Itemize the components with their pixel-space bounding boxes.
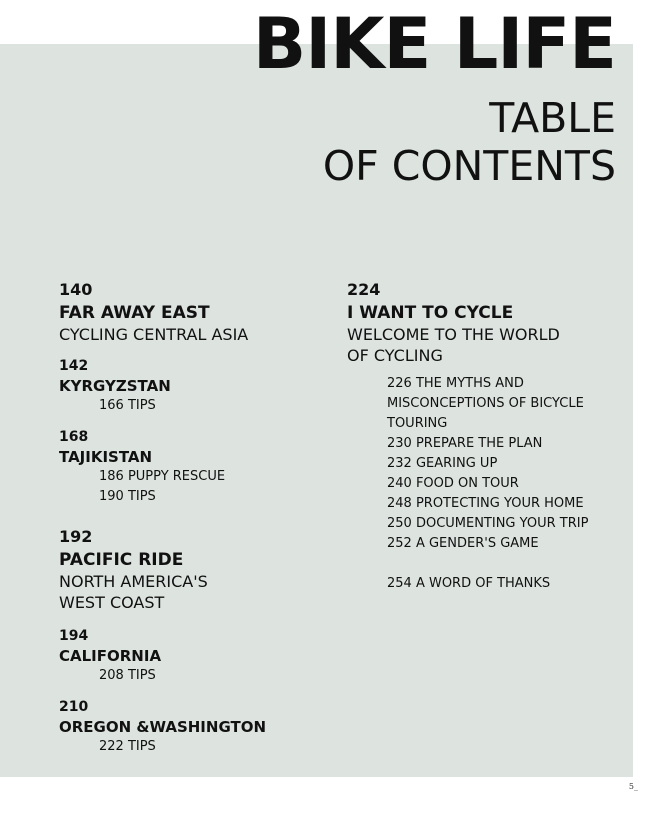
page-heading-line2: OF CONTENTS: [322, 142, 616, 190]
toc-item: 252 A GENDER'S GAME: [387, 536, 539, 551]
section-heading: OREGON &WASHINGTON: [59, 718, 267, 736]
toc-section-i-want-to-cycle: [347, 280, 617, 366]
section-subheading: WEST COAST: [59, 593, 165, 612]
toc-item: 190 TIPS: [99, 489, 156, 504]
toc-item: MISCONCEPTIONS OF BICYCLE: [387, 396, 584, 411]
section-page-number: 142: [59, 358, 89, 374]
section-heading: FAR AWAY EAST: [59, 303, 210, 323]
toc-item: 230 PREPARE THE PLAN: [387, 436, 543, 451]
section-subheading: OF CYCLING: [347, 346, 443, 365]
toc-item: 226 THE MYTHS AND: [387, 376, 524, 391]
section-subheading: CYCLING CENTRAL ASIA: [59, 325, 249, 344]
section-subheading: NORTH AMERICA'S: [59, 572, 208, 591]
toc-item: 240 FOOD ON TOUR: [387, 476, 519, 491]
section-heading: CALIFORNIA: [59, 647, 162, 665]
toc-right-column: [347, 280, 617, 594]
toc-item: 186 PUPPY RESCUE: [99, 469, 226, 484]
magazine-title: BIKE LIFE: [252, 3, 616, 85]
section-page-number: 224: [347, 280, 381, 299]
toc-item: 254 A WORD OF THANKS: [387, 576, 551, 591]
toc-section-oregon-washington: [59, 698, 329, 757]
section-page-number: 140: [59, 280, 93, 299]
toc-item: 232 GEARING UP: [387, 456, 498, 471]
toc-section-california: [59, 627, 329, 686]
section-heading: KYRGYZSTAN: [59, 377, 171, 395]
toc-left-column: [59, 280, 329, 757]
toc-section-far-away-east: [59, 280, 329, 345]
page-number: 5_: [628, 782, 638, 791]
section-subheading: WELCOME TO THE WORLD: [347, 325, 560, 344]
section-page-number: 210: [59, 699, 89, 715]
toc-section-kyrgyzstan: [59, 357, 329, 416]
toc-section-pacific-ride: [59, 527, 329, 613]
section-page-number: 168: [59, 429, 89, 445]
section-page-number: 192: [59, 527, 93, 546]
toc-item: 222 TIPS: [99, 739, 156, 754]
page-heading-line1: TABLE: [489, 94, 616, 142]
section-page-number: 194: [59, 628, 89, 644]
toc-section-tajikistan: [59, 428, 329, 507]
toc-item: 166 TIPS: [99, 398, 156, 413]
toc-item-list: [347, 374, 617, 594]
page-heading: [323, 94, 616, 190]
toc-item: 208 TIPS: [99, 668, 156, 683]
toc-item: 250 DOCUMENTING YOUR TRIP: [387, 516, 589, 531]
section-heading: PACIFIC RIDE: [59, 550, 184, 570]
toc-item: 248 PROTECTING YOUR HOME: [387, 496, 584, 511]
section-heading: TAJIKISTAN: [59, 448, 153, 466]
section-heading: I WANT TO CYCLE: [347, 303, 514, 323]
toc-item: TOURING: [387, 416, 448, 431]
